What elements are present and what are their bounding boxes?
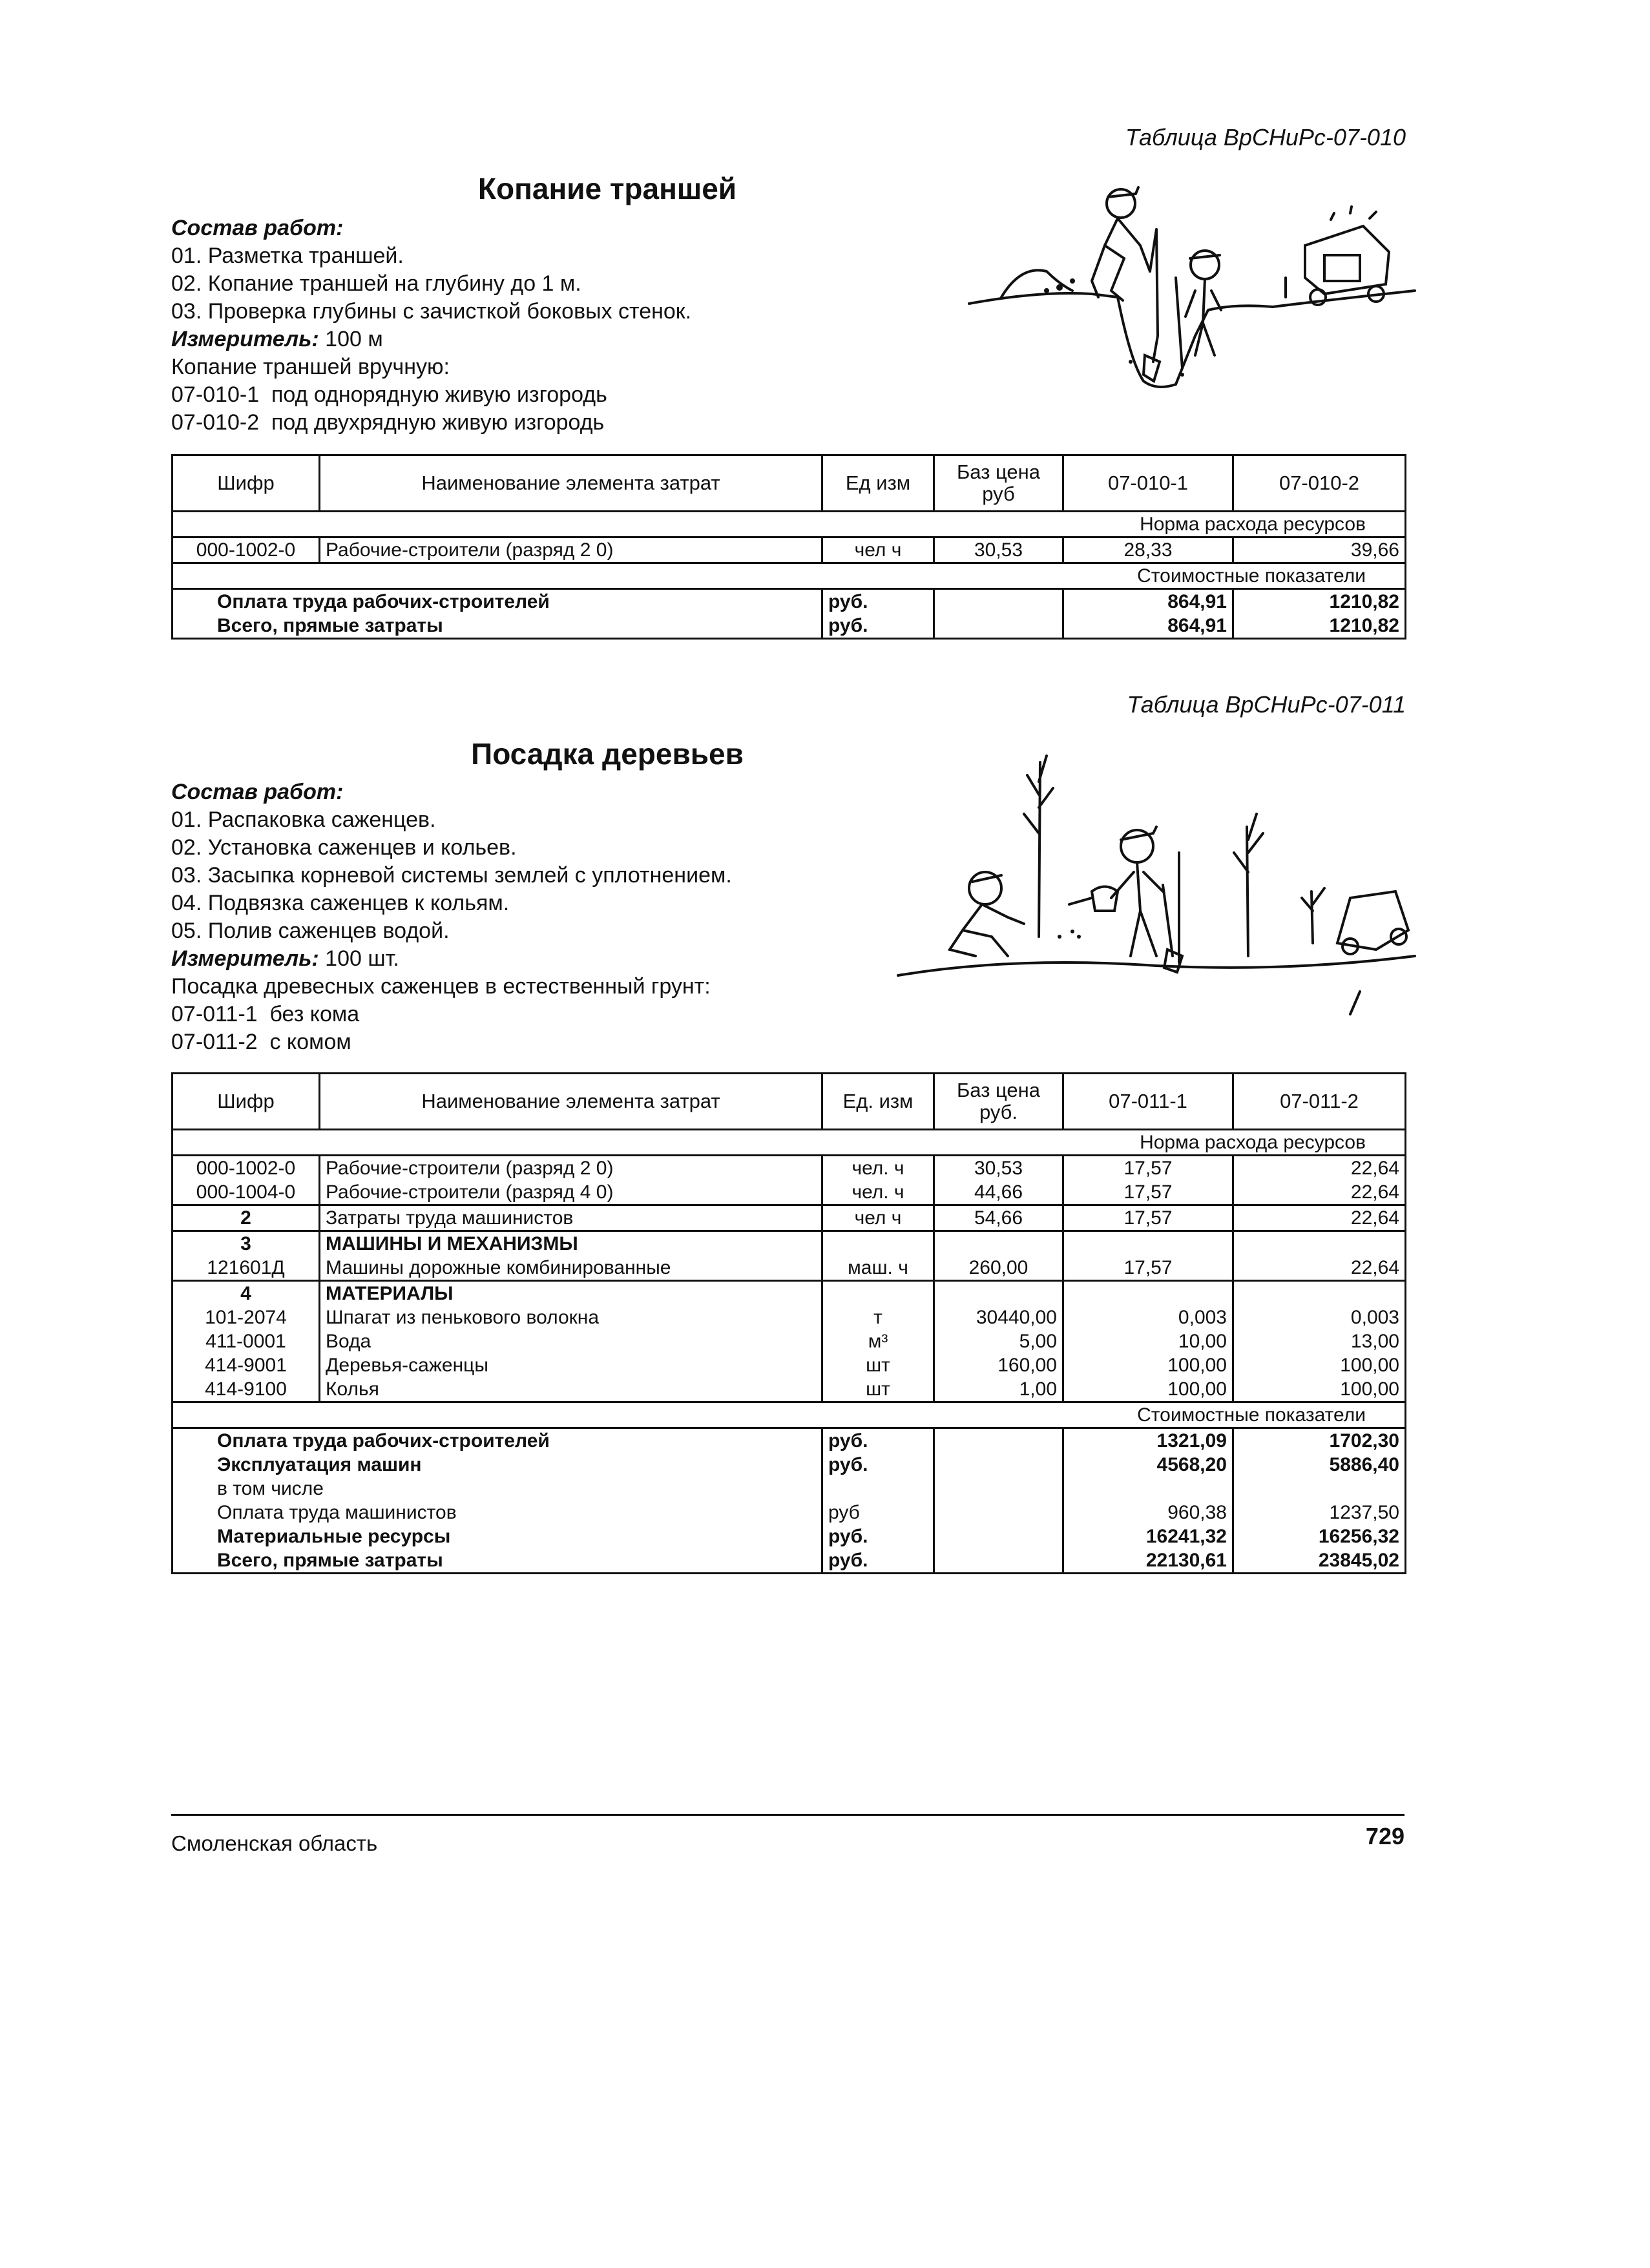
- cell-value-1: 17,57: [1063, 1156, 1233, 1181]
- cell-unit: чел ч: [822, 537, 934, 563]
- variant-item: 07-011-2 с комом: [171, 1030, 351, 1054]
- table-row: [172, 1205, 1406, 1231]
- cost-value-1: 4568,20: [1063, 1453, 1233, 1477]
- cell-value-2: [1233, 1231, 1406, 1256]
- cell-value-1: 100,00: [1063, 1377, 1233, 1402]
- cell-price: [934, 1281, 1063, 1306]
- empty-cell: [934, 1501, 1063, 1524]
- cost-name: Оплата труда рабочих-строителей: [172, 1428, 822, 1453]
- cell-name: Рабочие-строители (разряд 2 0): [320, 1156, 822, 1181]
- table-row: [172, 1231, 1406, 1256]
- cost-unit: руб.: [822, 1548, 934, 1574]
- cost-row: [172, 1524, 1406, 1548]
- cell-name: МАТЕРИАЛЫ: [320, 1281, 822, 1306]
- composition-label: Состав работ:: [171, 216, 344, 240]
- cost-unit: [822, 1477, 934, 1501]
- intro-text: Копание траншей вручную:: [171, 355, 450, 379]
- composition-label: Состав работ:: [171, 780, 344, 804]
- cost-name: в том числе: [172, 1477, 822, 1501]
- table-row: [172, 1281, 1406, 1306]
- empty-cell: [934, 589, 1063, 614]
- col-header-unit: Ед. изм: [822, 1074, 934, 1130]
- col-header-price: Баз цена руб: [934, 455, 1063, 512]
- table-reference: Таблица ВрСНиРс-07-011: [1127, 691, 1406, 718]
- col-header-code: Шифр: [172, 455, 320, 512]
- cost-value-1: [1063, 1477, 1233, 1501]
- table-row: [172, 1329, 1406, 1353]
- cell-value-2: 0,003: [1233, 1306, 1406, 1329]
- cost-value-1: 960,38: [1063, 1501, 1233, 1524]
- cell-code: 000-1004-0: [172, 1180, 320, 1205]
- empty-cell: [934, 1428, 1063, 1453]
- cell-price: 160,00: [934, 1353, 1063, 1377]
- col-header-price: Баз цена руб.: [934, 1074, 1063, 1130]
- footer-region: Смоленская область: [171, 1831, 378, 1855]
- cost-value-1: 1321,09: [1063, 1428, 1233, 1453]
- cell-value-2: 13,00: [1233, 1329, 1406, 1353]
- cost-value-1: 864,91: [1063, 589, 1233, 614]
- cost-unit: руб: [822, 1501, 934, 1524]
- cell-price: 54,66: [934, 1205, 1063, 1231]
- cost-name: Оплата труда машинистов: [172, 1501, 822, 1524]
- cost-name: Всего, прямые затраты: [172, 1548, 822, 1574]
- variant-item: 07-011-1 без кома: [171, 1002, 360, 1026]
- cell-code: 101-2074: [172, 1306, 320, 1329]
- table-row: [172, 537, 1406, 563]
- cell-value-2: 22,64: [1233, 1256, 1406, 1281]
- cost-row: [172, 1477, 1406, 1501]
- band-row-norm: [172, 1130, 1406, 1156]
- cost-row: [172, 1548, 1406, 1574]
- table-header-row: [172, 1074, 1406, 1130]
- cell-value-1: [1063, 1231, 1233, 1256]
- cell-code: 414-9001: [172, 1353, 320, 1377]
- cell-code: 3: [172, 1231, 320, 1256]
- cost-value-2: 1210,82: [1233, 589, 1406, 614]
- cell-value-1: 100,00: [1063, 1353, 1233, 1377]
- col-header-name: Наименование элемента затрат: [320, 455, 822, 512]
- measure-value: 100 м: [319, 327, 383, 351]
- cell-price: [934, 1231, 1063, 1256]
- cell-price: 30,53: [934, 1156, 1063, 1181]
- cell-name: Машины дорожные комбинированные: [320, 1256, 822, 1281]
- cell-code: 4: [172, 1281, 320, 1306]
- section-title: Копание траншей: [477, 172, 737, 205]
- cost-value-1: 22130,61: [1063, 1548, 1233, 1574]
- footer-divider: [171, 1814, 1405, 1816]
- cost-row: [172, 1501, 1406, 1524]
- step-item: 02. Установка саженцев и кольев.: [171, 835, 517, 860]
- cost-name: Всего, прямые затраты: [172, 614, 822, 639]
- cell-value-1: 10,00: [1063, 1329, 1233, 1353]
- table-row: [172, 1180, 1406, 1205]
- cell-code: 414-9100: [172, 1377, 320, 1402]
- band-row-cost: [172, 563, 1406, 589]
- cost-name: Эксплуатация машин: [172, 1453, 822, 1477]
- cell-name: Затраты труда машинистов: [320, 1205, 822, 1231]
- measure-label: Измеритель:: [171, 327, 319, 351]
- empty-cell: [934, 614, 1063, 639]
- cell-code: 121601Д: [172, 1256, 320, 1281]
- cell-value-1: 17,57: [1063, 1180, 1233, 1205]
- cost-value-2: 1210,82: [1233, 614, 1406, 639]
- cell-value-2: 39,66: [1233, 537, 1406, 563]
- cost-unit: руб.: [822, 589, 934, 614]
- tree-planting-illustration: [885, 743, 1428, 1021]
- intro-text: Посадка древесных саженцев в естественный грунт:: [171, 974, 711, 999]
- cost-value-2: 16256,32: [1233, 1524, 1406, 1548]
- cost-unit: руб.: [822, 1428, 934, 1453]
- cost-table-07-011: [171, 1072, 1406, 1574]
- band-row-cost: [172, 1402, 1406, 1428]
- empty-cell: [934, 1453, 1063, 1477]
- cell-name: Рабочие-строители (разряд 4 0): [320, 1180, 822, 1205]
- step-item: 03. Засыпка корневой системы землей с уплотнением.: [171, 863, 732, 888]
- band-norm-label: Норма расхода ресурсов: [172, 512, 1406, 537]
- step-item: 01. Разметка траншей.: [171, 244, 404, 268]
- col-header-variant-2: 07-011-2: [1233, 1074, 1406, 1130]
- step-item: 03. Проверка глубины с зачисткой боковых стенок.: [171, 299, 692, 324]
- cell-price: 1,00: [934, 1377, 1063, 1402]
- variant-item: 07-010-1 под однорядную живую изгородь: [171, 382, 607, 407]
- cell-unit: [822, 1281, 934, 1306]
- section-title: Посадка деревьев: [471, 737, 744, 771]
- cell-value-2: 22,64: [1233, 1156, 1406, 1181]
- step-item: 02. Копание траншей на глубину до 1 м.: [171, 271, 581, 296]
- cost-row: [172, 1453, 1406, 1477]
- cell-value-2: [1233, 1281, 1406, 1306]
- cell-code: 000-1002-0: [172, 1156, 320, 1181]
- cell-unit: маш. ч: [822, 1256, 934, 1281]
- cell-name: МАШИНЫ И МЕХАНИЗМЫ: [320, 1231, 822, 1256]
- cell-value-2: 22,64: [1233, 1205, 1406, 1231]
- cell-unit: чел. ч: [822, 1156, 934, 1181]
- cell-name: Рабочие-строители (разряд 2 0): [320, 537, 822, 563]
- cell-unit: т: [822, 1306, 934, 1329]
- col-header-name: Наименование элемента затрат: [320, 1074, 822, 1130]
- trench-digging-illustration: [963, 168, 1428, 401]
- empty-cell: [934, 1524, 1063, 1548]
- cell-code: 411-0001: [172, 1329, 320, 1353]
- variant-item: 07-010-2 под двухрядную живую изгородь: [171, 410, 605, 435]
- cell-price: 5,00: [934, 1329, 1063, 1353]
- col-header-unit: Ед изм: [822, 455, 934, 512]
- cell-unit: шт: [822, 1377, 934, 1402]
- table-row: [172, 1377, 1406, 1402]
- cell-value-2: 100,00: [1233, 1353, 1406, 1377]
- cost-value-1: 16241,32: [1063, 1524, 1233, 1548]
- cell-unit: чел. ч: [822, 1180, 934, 1205]
- step-item: 01. Распаковка саженцев.: [171, 807, 436, 832]
- cost-value-2: 5886,40: [1233, 1453, 1406, 1477]
- cell-value-1: [1063, 1281, 1233, 1306]
- cell-name: Деревья-саженцы: [320, 1353, 822, 1377]
- cost-table-07-010: [171, 454, 1406, 640]
- cell-price: 30440,00: [934, 1306, 1063, 1329]
- cell-unit: [822, 1231, 934, 1256]
- cell-name: Колья: [320, 1377, 822, 1402]
- cell-price: 30,53: [934, 537, 1063, 563]
- cost-unit: руб.: [822, 614, 934, 639]
- table-reference: Таблица ВрСНиРс-07-010: [1125, 124, 1406, 151]
- empty-cell: [934, 1548, 1063, 1574]
- cost-row: [172, 614, 1406, 639]
- cost-value-2: 1237,50: [1233, 1501, 1406, 1524]
- cost-row: [172, 589, 1406, 614]
- cell-value-1: 17,57: [1063, 1205, 1233, 1231]
- cost-unit: руб.: [822, 1524, 934, 1548]
- cost-value-2: 23845,02: [1233, 1548, 1406, 1574]
- cell-value-1: 28,33: [1063, 537, 1233, 563]
- cost-name: Материальные ресурсы: [172, 1524, 822, 1548]
- col-header-code: Шифр: [172, 1074, 320, 1130]
- cost-row: [172, 1428, 1406, 1453]
- table-row: [172, 1353, 1406, 1377]
- table-header-row: [172, 455, 1406, 512]
- cost-value-2: 1702,30: [1233, 1428, 1406, 1453]
- page-number: 729: [1365, 1823, 1405, 1849]
- cell-value-1: 17,57: [1063, 1256, 1233, 1281]
- cost-value-2: [1233, 1477, 1406, 1501]
- cell-value-2: 22,64: [1233, 1180, 1406, 1205]
- measure-label: Измеритель:: [171, 946, 319, 971]
- col-header-variant-1: 07-011-1: [1063, 1074, 1233, 1130]
- col-header-variant-1: 07-010-1: [1063, 455, 1233, 512]
- empty-cell: [934, 1477, 1063, 1501]
- table-row: [172, 1156, 1406, 1181]
- cost-value-1: 864,91: [1063, 614, 1233, 639]
- cell-price: 260,00: [934, 1256, 1063, 1281]
- band-cost-label: Стоимостные показатели: [172, 1402, 1406, 1428]
- cell-code: 2: [172, 1205, 320, 1231]
- cell-unit: шт: [822, 1353, 934, 1377]
- cell-name: Вода: [320, 1329, 822, 1353]
- cell-name: Шпагат из пенькового волокна: [320, 1306, 822, 1329]
- cell-value-1: 0,003: [1063, 1306, 1233, 1329]
- col-header-variant-2: 07-010-2: [1233, 455, 1406, 512]
- step-item: 05. Полив саженцев водой.: [171, 919, 450, 943]
- work-composition: [171, 778, 914, 1056]
- cell-unit: чел ч: [822, 1205, 934, 1231]
- table-row: [172, 1306, 1406, 1329]
- table-row: [172, 1256, 1406, 1281]
- band-norm-label: Норма расхода ресурсов: [172, 1130, 1406, 1156]
- cell-price: 44,66: [934, 1180, 1063, 1205]
- cell-value-2: 100,00: [1233, 1377, 1406, 1402]
- work-composition: [171, 214, 914, 437]
- measure-value: 100 шт.: [319, 946, 399, 971]
- cell-code: 000-1002-0: [172, 537, 320, 563]
- cell-unit: м³: [822, 1329, 934, 1353]
- band-row-norm: [172, 512, 1406, 537]
- cost-unit: руб.: [822, 1453, 934, 1477]
- cost-name: Оплата труда рабочих-строителей: [172, 589, 822, 614]
- step-item: 04. Подвязка саженцев к кольям.: [171, 891, 510, 915]
- band-cost-label: Стоимостные показатели: [172, 563, 1406, 589]
